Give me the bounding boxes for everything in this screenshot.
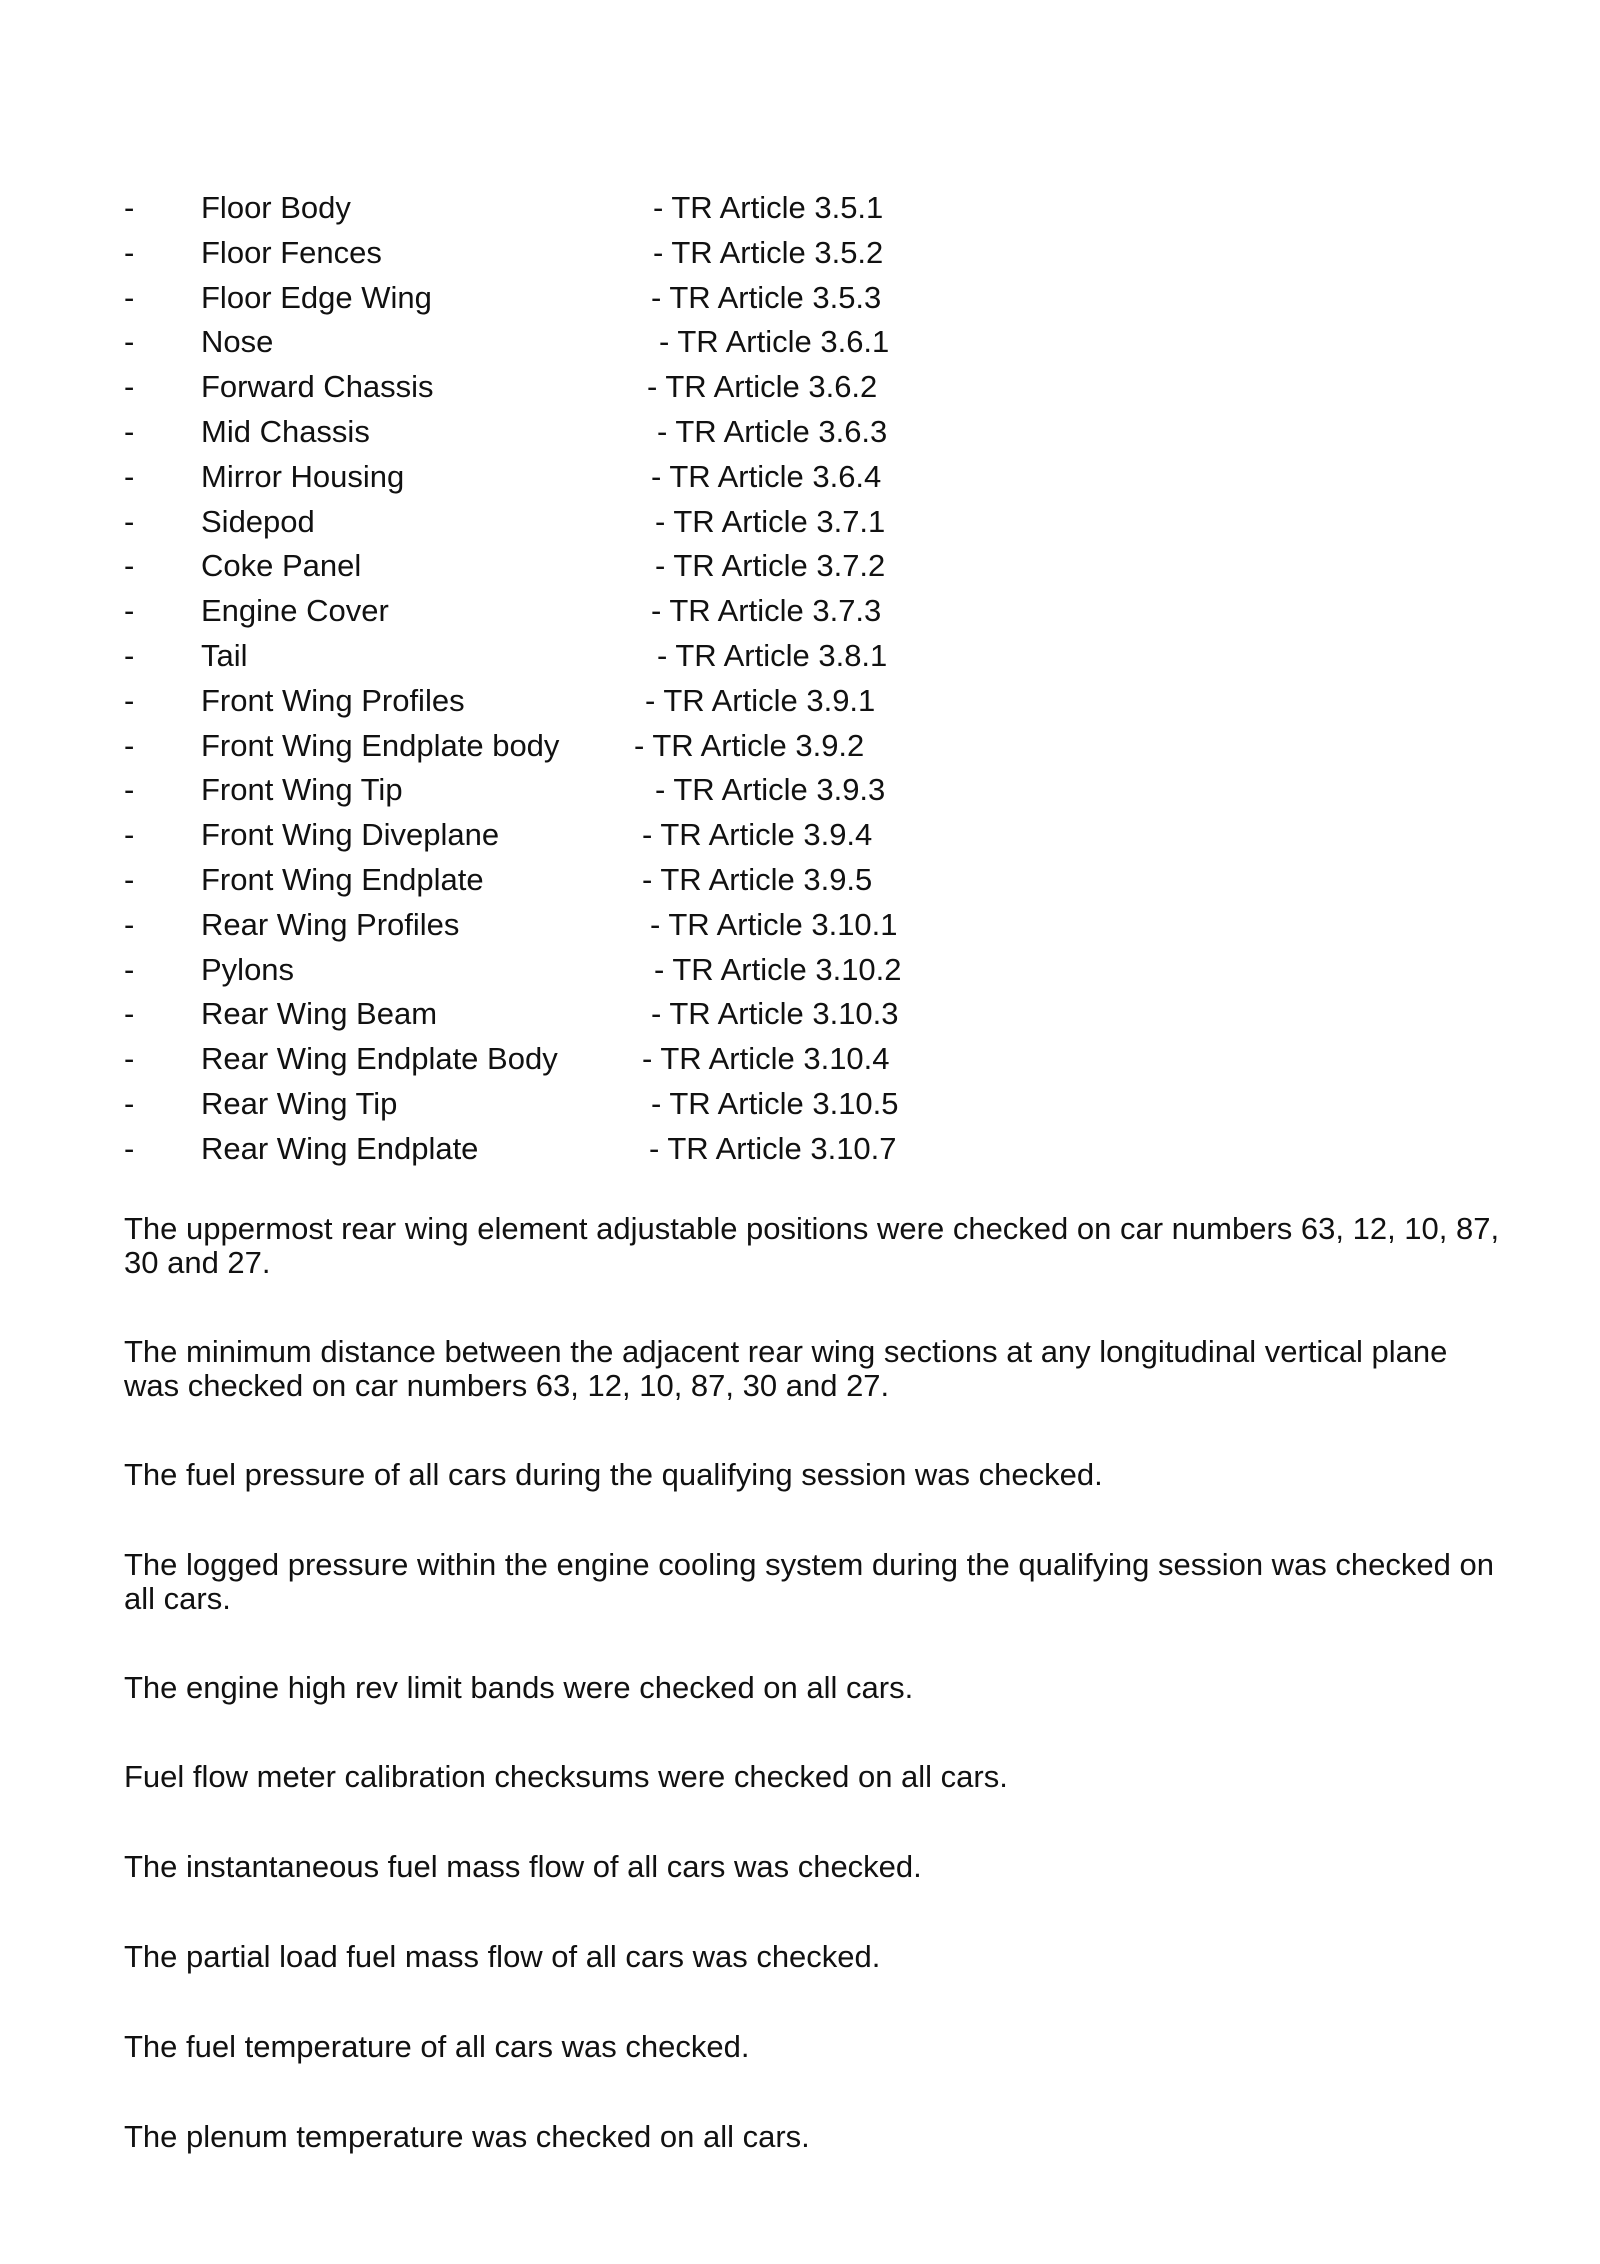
component-name: Front Wing Profiles	[201, 682, 465, 718]
check-paragraph: The instantaneous fuel mass flow of all cars was checked.	[124, 1849, 922, 1884]
article-reference: - TR Article 3.6.2	[647, 369, 878, 405]
component-name: Tail	[201, 637, 248, 673]
component-name: Floor Body	[201, 190, 351, 225]
list-dash: -	[124, 1085, 135, 1121]
component-name: Floor Edge Wing	[201, 279, 432, 315]
list-dash: -	[124, 727, 135, 763]
component-name: Rear Wing Tip	[201, 1085, 398, 1121]
component-name: Mid Chassis	[201, 413, 370, 449]
list-dash: -	[124, 190, 135, 225]
component-name: Coke Panel	[201, 548, 362, 584]
list-dash: -	[124, 1130, 135, 1166]
article-reference: - TR Article 3.5.2	[653, 234, 884, 270]
component-name: Sidepod	[201, 503, 315, 539]
check-paragraph: The fuel pressure of all cars during the qualifying session was checked.	[124, 1457, 1103, 1492]
article-reference: - TR Article 3.6.4	[651, 458, 882, 494]
component-name: Front Wing Endplate	[201, 861, 484, 897]
component-name: Floor Fences	[201, 234, 382, 270]
component-row	[124, 231, 1024, 276]
article-reference: - TR Article 3.10.4	[642, 1041, 890, 1077]
list-dash: -	[124, 279, 135, 315]
component-name: Front Wing Diveplane	[201, 817, 500, 853]
component-row	[124, 276, 1024, 321]
check-paragraph: The fuel temperature of all cars was checked.	[124, 2029, 750, 2064]
component-list	[124, 186, 1024, 1172]
component-name: Rear Wing Endplate Body	[201, 1041, 558, 1077]
list-dash: -	[124, 996, 135, 1032]
article-reference: - TR Article 3.5.3	[651, 279, 882, 315]
component-name: Mirror Housing	[201, 458, 405, 494]
component-name: Engine Cover	[201, 593, 389, 629]
article-reference: - TR Article 3.7.3	[651, 593, 882, 629]
list-dash: -	[124, 951, 135, 987]
component-name: Front Wing Tip	[201, 772, 403, 808]
component-row	[124, 813, 1024, 858]
article-reference: - TR Article 3.5.1	[653, 190, 884, 225]
article-reference: - TR Article 3.9.1	[645, 682, 876, 718]
article-reference: - TR Article 3.8.1	[657, 637, 888, 673]
check-paragraph: The logged pressure within the engine cooling system during the qualifying session was checked on all cars.	[124, 1547, 1494, 1616]
component-name: Rear Wing Beam	[201, 996, 438, 1032]
article-reference: - TR Article 3.10.7	[649, 1130, 897, 1166]
article-reference: - TR Article 3.10.2	[654, 951, 902, 987]
article-reference: - TR Article 3.6.3	[657, 413, 888, 449]
article-reference: - TR Article 3.10.1	[650, 906, 898, 942]
component-name: Rear Wing Profiles	[201, 906, 460, 942]
component-row	[124, 186, 1024, 231]
component-row	[124, 992, 1024, 1037]
list-dash: -	[124, 682, 135, 718]
component-row	[124, 1037, 1024, 1082]
article-reference: - TR Article 3.7.2	[655, 548, 886, 584]
list-dash: -	[124, 1041, 135, 1077]
component-row	[124, 589, 1024, 634]
list-dash: -	[124, 324, 135, 360]
component-name: Nose	[201, 324, 274, 360]
component-name: Front Wing Endplate body	[201, 727, 560, 763]
list-dash: -	[124, 369, 135, 405]
check-paragraph: The engine high rev limit bands were checked on all cars.	[124, 1670, 914, 1705]
list-dash: -	[124, 234, 135, 270]
component-row	[124, 903, 1024, 948]
list-dash: -	[124, 637, 135, 673]
component-row	[124, 1127, 1024, 1172]
component-row	[124, 768, 1024, 813]
list-dash: -	[124, 772, 135, 808]
component-row	[124, 1082, 1024, 1127]
article-reference: - TR Article 3.9.2	[634, 727, 865, 763]
component-row	[124, 455, 1024, 500]
component-row	[124, 410, 1024, 455]
check-paragraph: The uppermost rear wing element adjustable positions were checked on car numbers 63, 12, 10, 87, 30 and 27.	[124, 1211, 1500, 1280]
list-dash: -	[124, 861, 135, 897]
list-dash: -	[124, 503, 135, 539]
list-dash: -	[124, 548, 135, 584]
article-reference: - TR Article 3.9.5	[642, 861, 873, 897]
list-dash: -	[124, 458, 135, 494]
article-reference: - TR Article 3.10.3	[651, 996, 899, 1032]
component-row	[124, 320, 1024, 365]
article-reference: - TR Article 3.7.1	[655, 503, 886, 539]
check-paragraph: Fuel flow meter calibration checksums were checked on all cars.	[124, 1759, 1008, 1794]
list-dash: -	[124, 413, 135, 449]
component-name: Pylons	[201, 951, 295, 987]
component-row	[124, 679, 1024, 724]
component-row	[124, 634, 1024, 679]
list-dash: -	[124, 817, 135, 853]
article-reference: - TR Article 3.9.4	[642, 817, 873, 853]
article-reference: - TR Article 3.6.1	[659, 324, 890, 360]
list-dash: -	[124, 593, 135, 629]
component-row	[124, 500, 1024, 545]
list-dash: -	[124, 906, 135, 942]
article-reference: - TR Article 3.9.3	[655, 772, 886, 808]
component-name: Forward Chassis	[201, 369, 434, 405]
check-paragraph: The partial load fuel mass flow of all cars was checked.	[124, 1939, 881, 1974]
component-row	[124, 724, 1024, 769]
component-row	[124, 544, 1024, 589]
article-reference: - TR Article 3.10.5	[651, 1085, 899, 1121]
component-row	[124, 948, 1024, 993]
component-row	[124, 365, 1024, 410]
check-paragraph: The plenum temperature was checked on all cars.	[124, 2119, 810, 2154]
component-name: Rear Wing Endplate	[201, 1130, 479, 1166]
check-paragraph: The minimum distance between the adjacent rear wing sections at any longitudinal vertical plane was checked on car numbers 63, 12, 10, 87, 30 and 27.	[124, 1334, 1448, 1403]
component-row	[124, 858, 1024, 903]
